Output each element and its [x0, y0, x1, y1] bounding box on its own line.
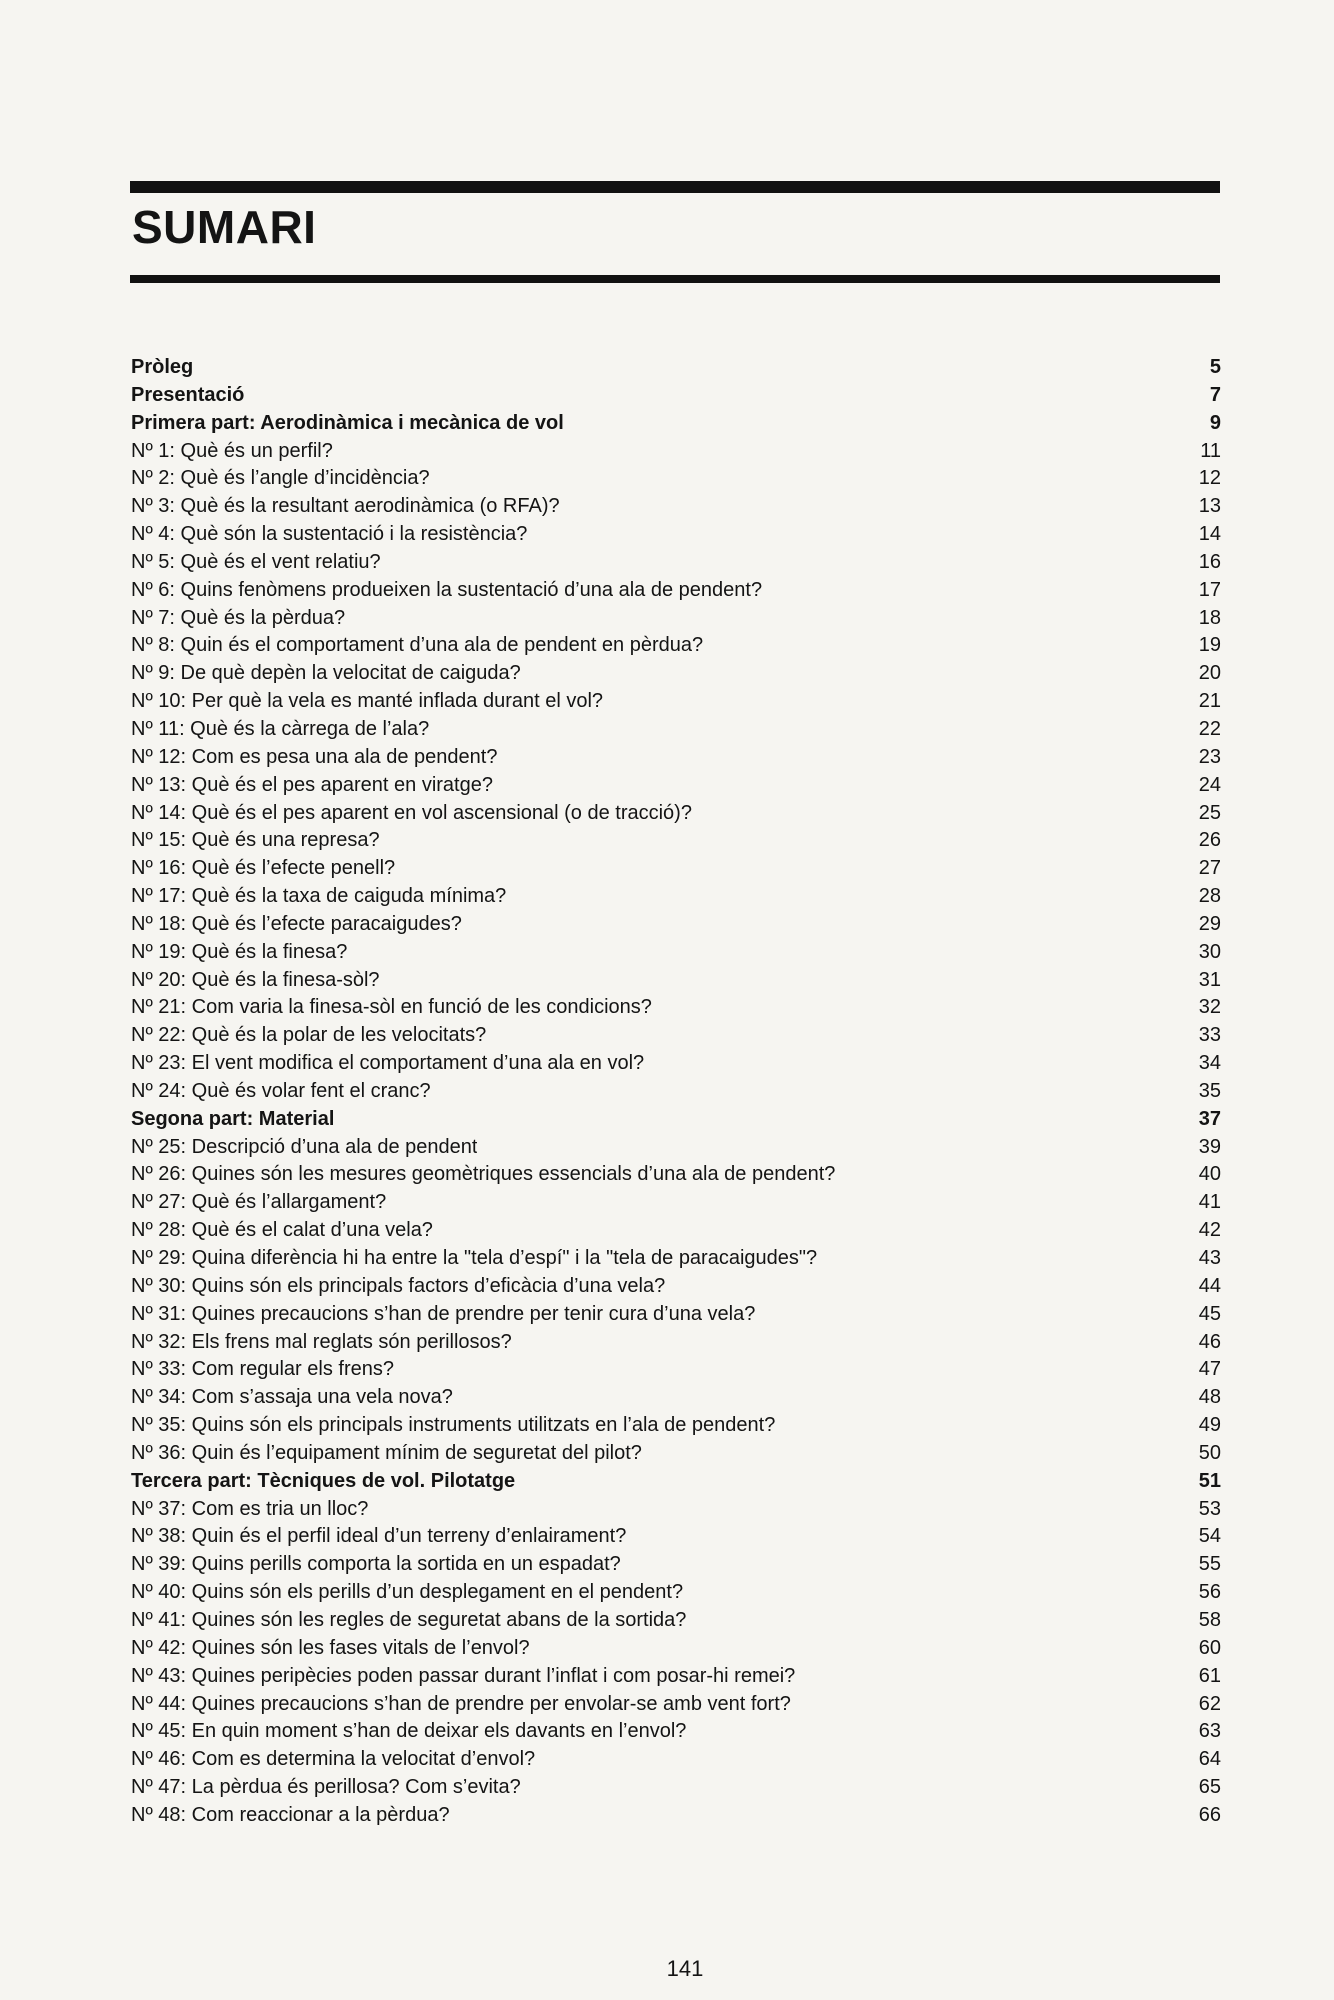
toc-entry — [131, 1273, 1221, 1301]
toc-section-heading — [131, 382, 1221, 410]
toc-entry — [131, 1691, 1221, 1719]
toc-entry-page: 12 — [1198, 467, 1221, 490]
toc-entry-page: 32 — [1198, 996, 1221, 1019]
page-title: SUMARI — [132, 201, 317, 253]
toc-entry-page: 42 — [1198, 1219, 1221, 1242]
toc-entry-title: Nº 9: De què depèn la velocitat de caiguda? — [131, 662, 521, 685]
toc-entry-page: 31 — [1198, 968, 1221, 991]
toc-entry — [131, 1217, 1221, 1245]
toc-entry-page: 17 — [1198, 578, 1221, 601]
toc-entry-title: Nº 7: Què és la pèrdua? — [131, 606, 346, 629]
toc-entry-title: Segona part: Material — [131, 1107, 335, 1130]
toc-entry — [131, 521, 1221, 549]
toc-entry-title: Nº 14: Què és el pes aparent en vol ascensional (o de tracció)? — [131, 801, 692, 824]
title-rule-bottom — [130, 275, 1220, 283]
toc-entry — [131, 438, 1221, 466]
toc-entry-title: Nº 20: Què és la finesa-sòl? — [131, 968, 380, 991]
toc-entry-title: Nº 23: El vent modifica el comportament d’una ala en vol? — [131, 1052, 645, 1075]
toc-entry — [131, 1412, 1221, 1440]
toc-entry-title: Nº 43: Quines peripècies poden passar durant l’inflat i com posar-hi remei? — [131, 1664, 796, 1687]
toc-entry — [131, 465, 1221, 493]
toc-entry-page: 48 — [1198, 1386, 1221, 1409]
toc-entry — [131, 1384, 1221, 1412]
toc-entry-title: Nº 22: Què és la polar de les velocitats? — [131, 1024, 487, 1047]
toc-entry-page: 56 — [1198, 1581, 1221, 1604]
toc-entry-page: 24 — [1198, 773, 1221, 796]
toc-entry-page: 22 — [1198, 717, 1221, 740]
toc-section-heading — [131, 1468, 1221, 1496]
toc-entry-page: 45 — [1198, 1302, 1221, 1325]
toc-entry — [131, 1329, 1221, 1357]
toc-section-heading — [131, 354, 1221, 382]
toc-entry-title: Nº 10: Per què la vela es manté inflada durant el vol? — [131, 690, 604, 713]
toc-entry-title: Nº 30: Quins són els principals factors d’eficàcia d’una vela? — [131, 1274, 666, 1297]
title-rule-top — [130, 181, 1220, 193]
toc-entry — [131, 688, 1221, 716]
toc-entry — [131, 772, 1221, 800]
toc-entry-page: 25 — [1198, 801, 1221, 824]
toc-entry-page: 11 — [1200, 439, 1221, 462]
toc-entry — [131, 1245, 1221, 1273]
toc-entry-page: 14 — [1198, 523, 1221, 546]
toc-entry-title: Nº 45: En quin moment s’han de deixar els davants en l’envol? — [131, 1720, 687, 1743]
toc-entry-title: Nº 27: Què és l’allargament? — [131, 1191, 387, 1214]
toc-entry-title: Nº 25: Descripció d’una ala de pendent — [131, 1135, 478, 1158]
toc-entry-title: Nº 24: Què és volar fent el cranc? — [131, 1079, 431, 1102]
toc-entry-title: Nº 41: Quines són les regles de seguretat abans de la sortida? — [131, 1608, 687, 1631]
toc-entry-title: Nº 42: Quines són les fases vitals de l’envol? — [131, 1636, 530, 1659]
toc-entry-title: Nº 37: Com es tria un lloc? — [131, 1497, 369, 1520]
toc-entry — [131, 1635, 1221, 1663]
toc-entry-title: Nº 12: Com es pesa una ala de pendent? — [131, 745, 498, 768]
toc-entry-title: Nº 28: Què és el calat d’una vela? — [131, 1219, 433, 1242]
toc-entry — [131, 1802, 1221, 1830]
toc-entry-title: Nº 19: Què és la finesa? — [131, 940, 348, 963]
toc-entry-title: Nº 13: Què és el pes aparent en viratge? — [131, 773, 493, 796]
toc-entry-title: Nº 3: Què és la resultant aerodinàmica (o RFA)? — [131, 495, 560, 518]
toc-entry-title: Nº 21: Com varia la finesa-sòl en funció de les condicions? — [131, 996, 652, 1019]
toc-entry-title: Nº 48: Com reaccionar a la pèrdua? — [131, 1803, 450, 1826]
toc-entry-page: 16 — [1198, 550, 1221, 573]
toc-entry — [131, 1746, 1221, 1774]
table-of-contents — [131, 354, 1221, 1830]
toc-entry-page: 27 — [1198, 857, 1221, 880]
toc-entry-page: 13 — [1198, 495, 1221, 518]
toc-entry — [131, 549, 1221, 577]
toc-entry-page: 23 — [1198, 745, 1221, 768]
toc-entry-page: 55 — [1198, 1553, 1221, 1576]
toc-section-heading — [131, 1106, 1221, 1134]
toc-entry — [131, 632, 1221, 660]
toc-entry — [131, 1663, 1221, 1691]
toc-entry-title: Nº 31: Quines precaucions s’han de prendre per tenir cura d’una vela? — [131, 1302, 756, 1325]
toc-entry-page: 9 — [1209, 411, 1221, 434]
toc-entry-page: 53 — [1198, 1497, 1221, 1520]
toc-entry — [131, 1496, 1221, 1524]
toc-entry-page: 21 — [1198, 690, 1221, 713]
toc-entry-page: 51 — [1198, 1469, 1221, 1492]
toc-entry — [131, 1134, 1221, 1162]
toc-entry — [131, 1161, 1221, 1189]
toc-entry-page: 62 — [1198, 1692, 1221, 1715]
toc-entry — [131, 1189, 1221, 1217]
toc-entry-title: Primera part: Aerodinàmica i mecànica de vol — [131, 411, 564, 434]
toc-entry-title: Nº 39: Quins perills comporta la sortida en un espadat? — [131, 1553, 621, 1576]
toc-entry — [131, 911, 1221, 939]
toc-entry-page: 47 — [1198, 1358, 1221, 1381]
toc-entry-title: Nº 8: Quin és el comportament d’una ala de pendent en pèrdua? — [131, 634, 704, 657]
toc-entry-page: 18 — [1198, 606, 1221, 629]
toc-entry — [131, 1551, 1221, 1579]
toc-entry — [131, 883, 1221, 911]
toc-entry-title: Nº 4: Què són la sustentació i la resistència? — [131, 523, 528, 546]
toc-entry-title: Tercera part: Tècniques de vol. Pilotatge — [131, 1469, 516, 1492]
toc-entry-page: 39 — [1198, 1135, 1221, 1158]
toc-entry-title: Nº 18: Què és l’efecte paracaigudes? — [131, 912, 462, 935]
toc-entry — [131, 1301, 1221, 1329]
toc-entry — [131, 800, 1221, 828]
toc-entry-page: 44 — [1198, 1274, 1221, 1297]
toc-entry — [131, 660, 1221, 688]
toc-entry-page: 60 — [1198, 1636, 1221, 1659]
toc-entry-page: 50 — [1198, 1441, 1221, 1464]
toc-entry-page: 26 — [1198, 829, 1221, 852]
toc-entry-title: Nº 17: Què és la taxa de caiguda mínima? — [131, 885, 507, 908]
toc-entry — [131, 827, 1221, 855]
toc-entry-page: 33 — [1198, 1024, 1221, 1047]
toc-entry-page: 37 — [1198, 1107, 1221, 1130]
toc-entry-page: 28 — [1198, 885, 1221, 908]
toc-entry-title: Nº 11: Què és la càrrega de l’ala? — [131, 717, 430, 740]
toc-entry-page: 35 — [1198, 1079, 1221, 1102]
toc-entry-title: Nº 26: Quines són les mesures geomètriques essencials d’una ala de pendent? — [131, 1163, 836, 1186]
toc-entry-title: Nº 29: Quina diferència hi ha entre la "tela d’espí" i la "tela de paracaigudes"? — [131, 1247, 818, 1269]
toc-entry-title: Nº 6: Quins fenòmens produeixen la sustentació d’una ala de pendent? — [131, 578, 763, 601]
toc-entry-page: 66 — [1198, 1803, 1221, 1826]
toc-entry-title: Nº 36: Quin és l’equipament mínim de seguretat del pilot? — [131, 1441, 642, 1464]
toc-entry-page: 29 — [1198, 912, 1221, 935]
toc-entry — [131, 1718, 1221, 1746]
toc-entry-page: 65 — [1198, 1776, 1221, 1799]
toc-entry — [131, 577, 1221, 605]
toc-entry — [131, 1022, 1221, 1050]
toc-entry-page: 30 — [1198, 940, 1221, 963]
page-number: 141 — [666, 1956, 704, 1981]
toc-entry-title: Nº 1: Què és un perfil? — [131, 439, 333, 462]
toc-entry-page: 58 — [1198, 1608, 1221, 1631]
toc-entry-page: 63 — [1198, 1720, 1221, 1743]
toc-entry-page: 7 — [1209, 383, 1221, 406]
toc-entry-page: 19 — [1198, 634, 1221, 657]
toc-entry-page: 46 — [1198, 1330, 1221, 1353]
toc-entry — [131, 744, 1221, 772]
toc-entry — [131, 967, 1221, 995]
toc-entry-title: Nº 16: Què és l’efecte penell? — [131, 857, 396, 880]
toc-entry — [131, 605, 1221, 633]
toc-entry-page: 5 — [1209, 356, 1221, 378]
toc-entry — [131, 939, 1221, 967]
toc-entry-title: Nº 47: La pèrdua és perillosa? Com s’evita? — [131, 1776, 521, 1799]
toc-section-heading — [131, 410, 1221, 438]
toc-entry-title: Nº 33: Com regular els frens? — [131, 1358, 394, 1381]
toc-entry-title: Nº 34: Com s’assaja una vela nova? — [131, 1386, 453, 1409]
toc-entry — [131, 1356, 1221, 1384]
toc-entry-title: Pròleg — [131, 356, 194, 378]
toc-entry-title: Nº 5: Què és el vent relatiu? — [131, 550, 381, 573]
toc-entry-page: 20 — [1198, 662, 1221, 685]
toc-entry — [131, 1050, 1221, 1078]
toc-entry — [131, 1523, 1221, 1551]
toc-entry-page: 54 — [1198, 1525, 1221, 1548]
toc-entry — [131, 1579, 1221, 1607]
toc-entry-page: 34 — [1198, 1052, 1221, 1075]
toc-entry — [131, 994, 1221, 1022]
toc-entry — [131, 716, 1221, 744]
toc-entry — [131, 855, 1221, 883]
toc-entry-title: Nº 38: Quin és el perfil ideal d’un terreny d’enlairament? — [131, 1525, 627, 1548]
toc-entry — [131, 1607, 1221, 1635]
toc-entry — [131, 493, 1221, 521]
toc-entry-title: Presentació — [131, 383, 245, 406]
toc-entry-page: 49 — [1198, 1414, 1221, 1437]
toc-entry-title: Nº 32: Els frens mal reglats són perillosos? — [131, 1330, 512, 1353]
toc-entry-page: 40 — [1198, 1163, 1221, 1186]
toc-entry — [131, 1078, 1221, 1106]
toc-entry-title: Nº 35: Quins són els principals instruments utilitzats en l’ala de pendent? — [131, 1414, 776, 1437]
toc-entry-page: 61 — [1198, 1664, 1221, 1687]
toc-entry-page: 41 — [1198, 1191, 1221, 1214]
toc-entry — [131, 1774, 1221, 1802]
toc-entry-page: 43 — [1198, 1247, 1221, 1269]
toc-entry-title: Nº 46: Com es determina la velocitat d’envol? — [131, 1748, 536, 1771]
toc-entry — [131, 1440, 1221, 1468]
toc-entry-title: Nº 40: Quins són els perills d’un desplegament en el pendent? — [131, 1581, 684, 1604]
toc-entry-page: 64 — [1198, 1748, 1221, 1771]
toc-entry-title: Nº 15: Què és una represa? — [131, 829, 380, 852]
toc-entry-title: Nº 2: Què és l’angle d’incidència? — [131, 467, 430, 490]
toc-entry-title: Nº 44: Quines precaucions s’han de prendre per envolar-se amb vent fort? — [131, 1692, 791, 1715]
